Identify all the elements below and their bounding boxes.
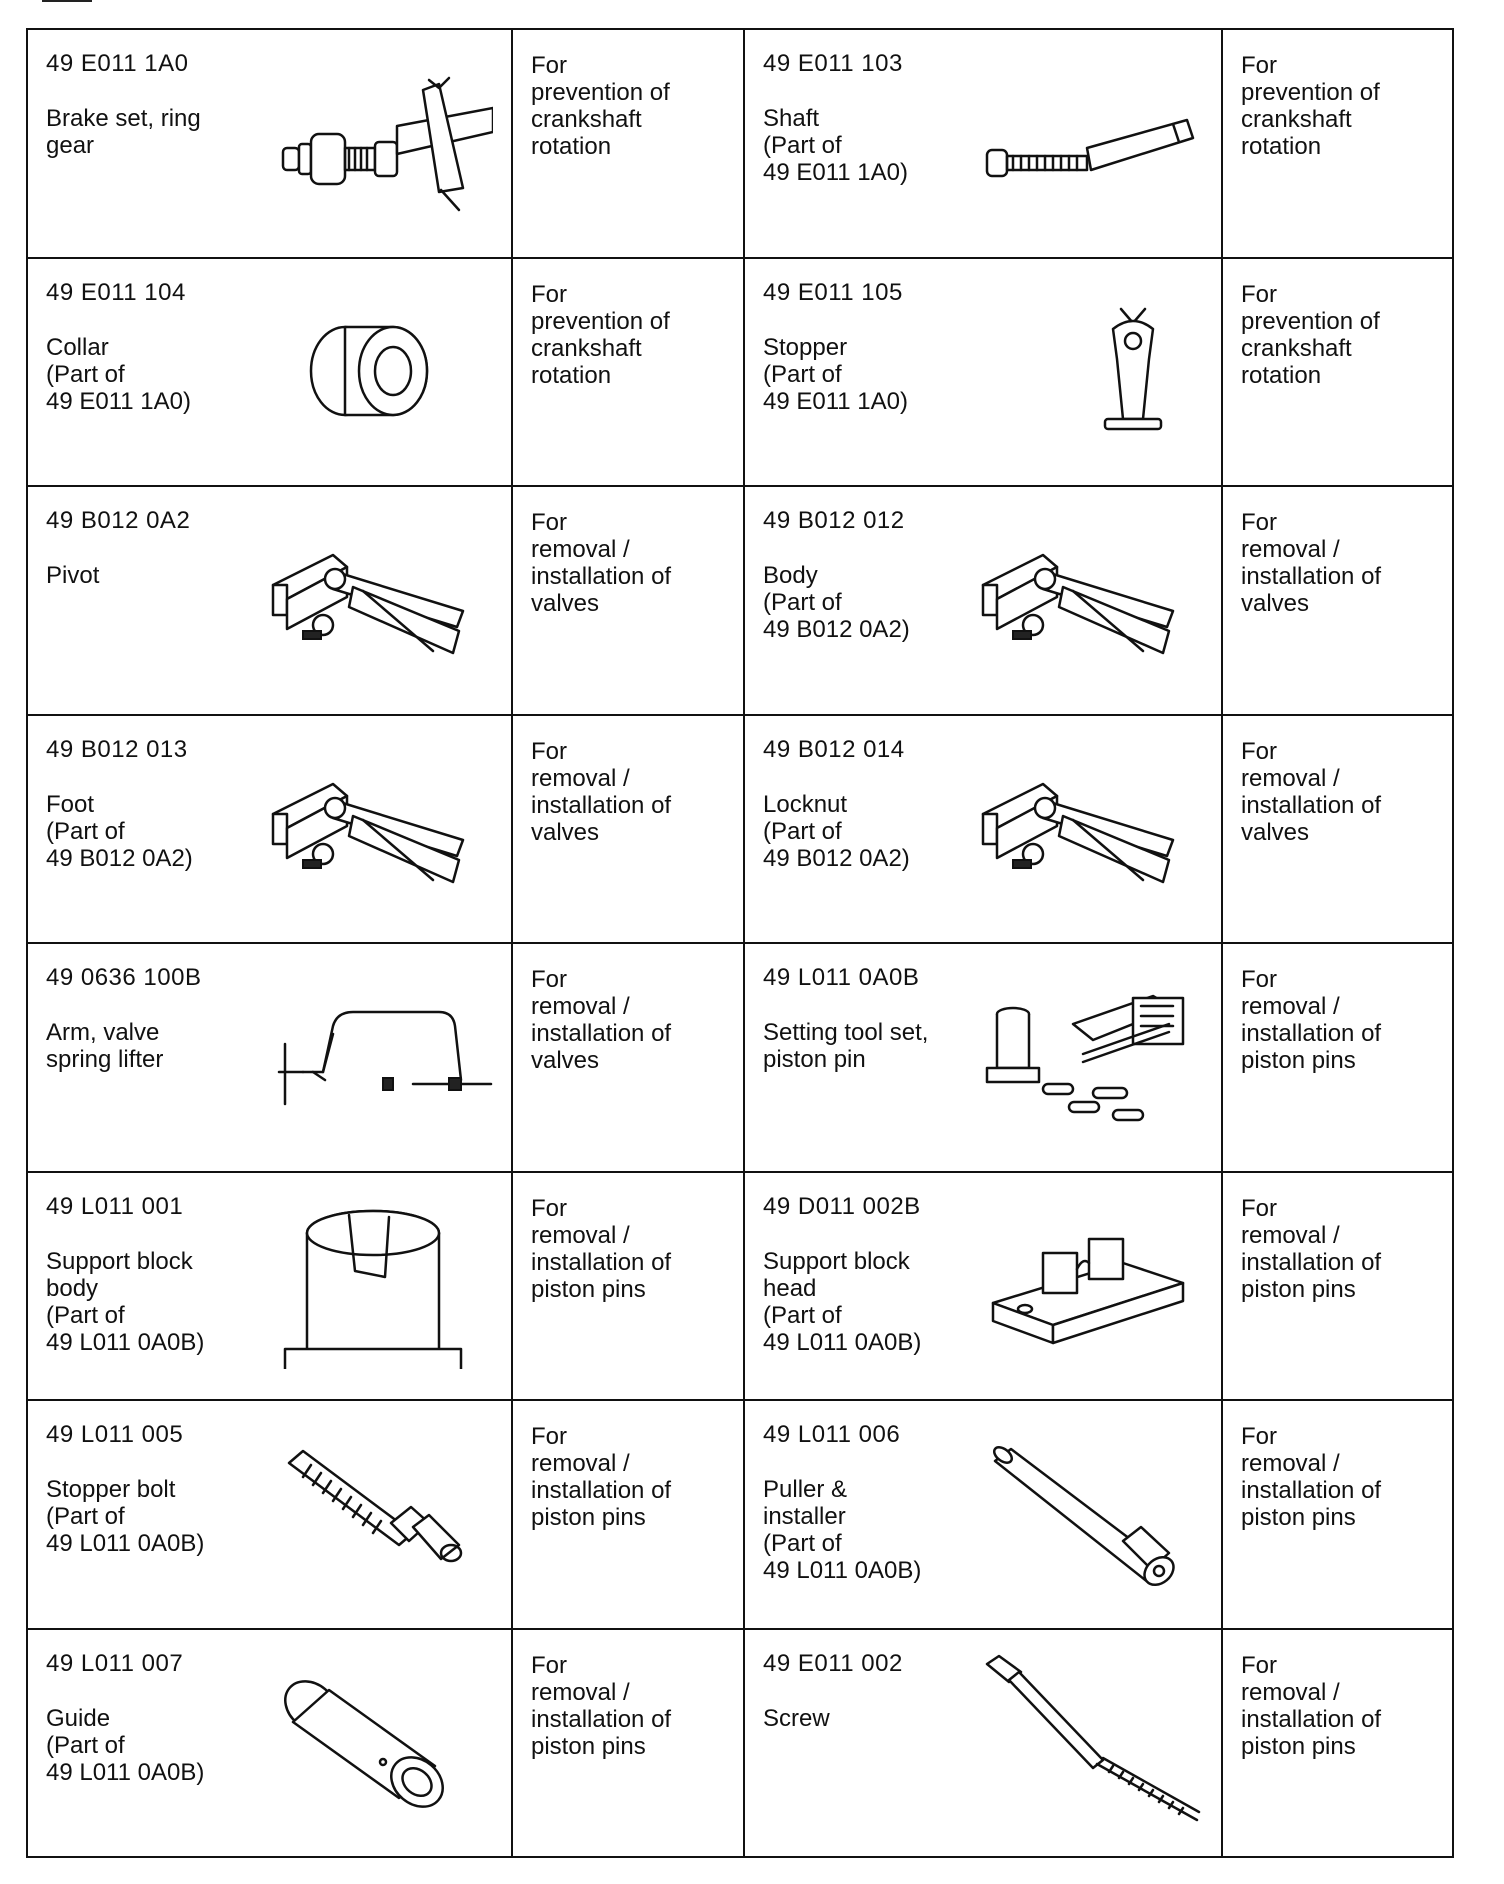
table-row	[27, 943, 1453, 1172]
part-name: Arm, valve spring lifter	[46, 1019, 164, 1073]
part-name: Locknut (Part of 49 B012 0A2)	[763, 790, 910, 872]
purpose-text: For prevention of crankshaft rotation	[1241, 52, 1380, 160]
part-name: Brake set, ring gear	[46, 105, 201, 159]
table-row	[27, 1629, 1453, 1858]
shaft-icon	[973, 70, 1203, 220]
part-number: 49 D011 002B	[763, 1192, 921, 1220]
stopper-bolt-icon	[263, 1441, 493, 1591]
purpose-cell	[1222, 1629, 1453, 1858]
purpose-cell	[512, 943, 744, 1172]
part-number: 49 B012 0A2	[46, 507, 191, 534]
purpose-cell	[1222, 1172, 1453, 1401]
part-number: 49 B012 014	[763, 735, 905, 763]
purpose-text: For removal / installation of valves	[531, 966, 672, 1074]
part-cell	[27, 1629, 512, 1858]
part-name: Collar (Part of 49 E011 1A0)	[46, 333, 191, 415]
purpose-cell	[1222, 715, 1453, 944]
purpose-cell	[512, 1400, 744, 1629]
purpose-text: For prevention of crankshaft rotation	[1241, 280, 1380, 389]
purpose-text: For removal / installation of valves	[1241, 509, 1382, 617]
purpose-cell	[512, 29, 744, 258]
purpose-text: For removal / installation of piston pins	[1241, 1423, 1382, 1531]
screw-icon	[973, 1650, 1203, 1830]
purpose-text: For removal / installation of piston pins	[531, 1423, 672, 1531]
part-name: Foot (Part of 49 B012 0A2)	[46, 790, 193, 872]
part-number: 49 L011 006	[763, 1421, 901, 1448]
purpose-cell	[1222, 1400, 1453, 1629]
collar-icon	[263, 299, 493, 449]
part-cell	[744, 943, 1222, 1172]
part-cell	[744, 486, 1222, 715]
part-name: Support block head (Part of 49 L011 0A0B)	[763, 1247, 922, 1356]
purpose-text: For removal / installation of valves	[531, 737, 672, 846]
purpose-text: For removal / installation of valves	[1241, 737, 1382, 846]
part-number: 49 L011 005	[46, 1421, 184, 1448]
part-number: 49 L011 001	[46, 1192, 184, 1220]
part-cell	[27, 943, 512, 1172]
part-cell	[744, 258, 1222, 487]
part-cell	[744, 1172, 1222, 1401]
tool-set-icon	[973, 984, 1203, 1134]
part-cell	[27, 258, 512, 487]
purpose-cell	[1222, 258, 1453, 487]
part-name: Setting tool set, piston pin	[763, 1019, 929, 1073]
purpose-text: For removal / installation of piston pins	[1241, 1651, 1382, 1760]
part-cell	[27, 1172, 512, 1401]
part-number: 49 E011 104	[46, 278, 186, 306]
part-number: 49 0636 100B	[46, 964, 202, 991]
table-row	[27, 29, 1453, 258]
part-number: 49 E011 002	[763, 1649, 903, 1677]
valve-tool-icon	[973, 527, 1203, 677]
guide-icon	[263, 1670, 493, 1820]
stopper-icon	[973, 299, 1203, 449]
part-name: Guide (Part of 49 L011 0A0B)	[46, 1704, 205, 1786]
valve-tool-icon	[263, 756, 493, 906]
part-number: 49 L011 007	[46, 1649, 184, 1677]
part-cell	[27, 486, 512, 715]
part-name: Puller & installer (Part of 49 L011 0A0B)	[763, 1476, 922, 1584]
spring-lifter-arm-icon	[263, 984, 493, 1134]
purpose-text: For removal / installation of piston pins	[531, 1651, 672, 1760]
purpose-text: For prevention of crankshaft rotation	[531, 280, 670, 389]
part-cell	[27, 1400, 512, 1629]
table-row	[27, 486, 1453, 715]
page-corner-mark	[42, 0, 92, 8]
table-row	[27, 258, 1453, 487]
part-name: Stopper bolt (Part of 49 L011 0A0B)	[46, 1476, 205, 1557]
part-name: Shaft (Part of 49 E011 1A0)	[763, 105, 908, 186]
purpose-cell	[512, 1172, 744, 1401]
purpose-cell	[1222, 486, 1453, 715]
brake-set-icon	[263, 70, 493, 220]
support-block-head-icon	[973, 1213, 1203, 1363]
part-cell	[744, 1400, 1222, 1629]
purpose-text: For removal / installation of piston pins	[1241, 966, 1382, 1074]
part-cell	[744, 29, 1222, 258]
part-number: 49 E011 103	[763, 50, 903, 77]
purpose-cell	[512, 1629, 744, 1858]
purpose-cell	[512, 258, 744, 487]
purpose-text: For removal / installation of valves	[531, 509, 672, 617]
part-number: 49 E011 1A0	[46, 50, 189, 77]
table-row	[27, 1400, 1453, 1629]
part-name: Body (Part of 49 B012 0A2)	[763, 562, 910, 643]
special-tools-table	[26, 28, 1454, 1858]
valve-tool-icon	[973, 756, 1203, 906]
purpose-cell	[512, 486, 744, 715]
part-cell	[744, 1629, 1222, 1858]
puller-icon	[973, 1441, 1203, 1591]
purpose-cell	[1222, 29, 1453, 258]
table-row	[27, 715, 1453, 944]
part-name: Pivot	[46, 562, 100, 589]
part-cell	[27, 29, 512, 258]
part-number: 49 B012 013	[46, 735, 188, 763]
part-name: Stopper (Part of 49 E011 1A0)	[763, 333, 908, 415]
purpose-text: For prevention of crankshaft rotation	[531, 52, 670, 160]
valve-tool-icon	[263, 527, 493, 677]
part-name: Support block body (Part of 49 L011 0A0B)	[46, 1247, 205, 1356]
purpose-cell	[1222, 943, 1453, 1172]
part-cell	[27, 715, 512, 944]
purpose-text: For removal / installation of piston pins	[531, 1194, 672, 1303]
part-number: 49 E011 105	[763, 278, 903, 306]
part-cell	[744, 715, 1222, 944]
support-block-body-icon	[263, 1179, 493, 1369]
part-number: 49 L011 0A0B	[763, 964, 920, 991]
purpose-cell	[512, 715, 744, 944]
purpose-text: For removal / installation of piston pins	[1241, 1194, 1382, 1303]
part-number: 49 B012 012	[763, 507, 905, 534]
part-name: Screw	[763, 1704, 830, 1732]
table-row	[27, 1172, 1453, 1401]
